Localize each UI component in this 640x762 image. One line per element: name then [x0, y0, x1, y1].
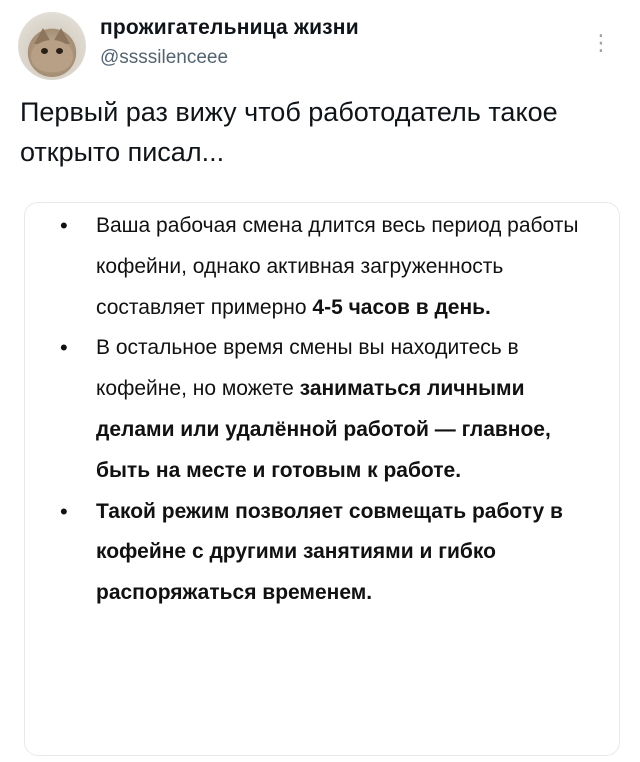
- bullet-icon: •: [60, 335, 68, 361]
- tweet-header: [18, 8, 628, 84]
- bullet-bold-text: Такой режим позволяет совмещать работу в кофейне с другими занятиями и гибко распоряжаться временем.: [96, 499, 563, 605]
- list-item: [40, 328, 580, 491]
- bullet-bold-text: заниматься личными делами или удалённой работой — главное, быть на месте и готовым к работе.: [96, 377, 551, 482]
- avatar[interactable]: [18, 12, 86, 80]
- list-item: [40, 492, 580, 614]
- cat-eye-left: [41, 48, 48, 54]
- bullet-list: [40, 206, 580, 614]
- bullet-icon: •: [60, 213, 68, 238]
- tweet-text: Первый раз вижу чтоб работодатель такое открыто писал...: [20, 97, 558, 167]
- author-name[interactable]: прожигательница жизни: [100, 16, 359, 39]
- author-handle[interactable]: @ssssilenceee: [100, 47, 229, 68]
- bullet-text: В остальное время смены вы находитесь в кофейне, но можете: [96, 336, 519, 401]
- bullet-text: Ваша рабочая смена длится весь период работы кофейни, однако активная загруженность составляет примерно: [96, 214, 579, 319]
- more-options-icon[interactable]: ⋮: [590, 30, 612, 55]
- cat-eye-right: [56, 48, 63, 54]
- bullet-bold-text: 4-5 часов в день.: [312, 295, 491, 319]
- list-item: [40, 206, 580, 328]
- cat-face: [31, 40, 73, 72]
- bullet-icon: •: [60, 498, 68, 524]
